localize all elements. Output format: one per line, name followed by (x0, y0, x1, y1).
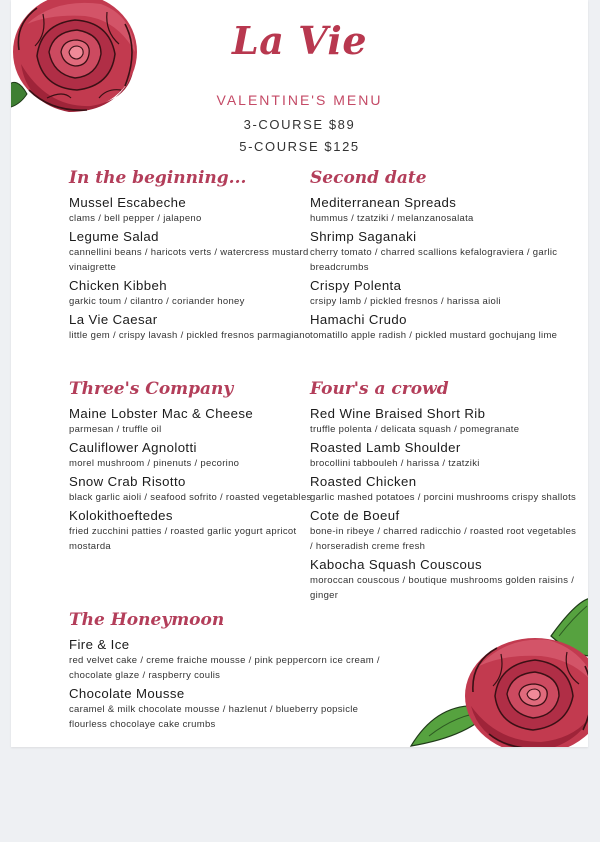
dish-description: crsipy lamb / pickled fresnos / harissa aioli (310, 296, 501, 307)
dish-name: Cauliflower Agnolotti (69, 440, 197, 455)
menu-item (69, 311, 339, 343)
menu-item (69, 507, 339, 554)
dish-name: Kolokithoeftedes (69, 508, 173, 523)
section-threes-company (69, 379, 339, 556)
rose-illustration-bottom-right (401, 596, 588, 747)
dish-description: parmesan / truffle oil (69, 424, 162, 435)
menu-item (310, 556, 580, 603)
dish-name: Roasted Chicken (310, 474, 417, 489)
menu-item (310, 405, 580, 437)
three-course-price: 3-COURSE $89 (243, 117, 356, 132)
restaurant-title: La Vie (232, 18, 367, 63)
five-course-price: 5-COURSE $125 (239, 139, 360, 154)
dish-name: Maine Lobster Mac & Cheese (69, 406, 254, 421)
dish-description: hummus / tzatziki / melanzanosalata (310, 213, 474, 224)
menu-item (69, 405, 339, 437)
dish-description: cherry tomato / charred scallions kefalograviera / garlic breadcrumbs (310, 247, 558, 273)
dish-description: truffle polenta / delicata squash / pomegranate (310, 424, 520, 435)
dish-description: clams / bell pepper / jalapeno (69, 213, 202, 224)
section-the-honeymoon (69, 610, 389, 734)
menu-item (69, 439, 339, 471)
section-second-date (310, 168, 580, 345)
dish-description: red velvet cake / creme fraiche mousse / pink peppercorn ice cream / chocolate glaze / raspberry coulis (69, 655, 380, 681)
menu-item (310, 473, 580, 505)
menu-item (310, 228, 580, 275)
menu-item (69, 473, 339, 505)
menu-item (69, 636, 389, 683)
menu-item (310, 507, 580, 554)
menu-item (69, 194, 339, 226)
dish-name: Fire & Ice (69, 637, 130, 652)
dish-name: Shrimp Saganaki (310, 229, 417, 244)
section-in-the-beginning (69, 168, 339, 345)
section-fours-a-crowd (310, 379, 580, 605)
menu-item (310, 277, 580, 309)
menu-item (69, 228, 339, 275)
dish-description: brocollini tabbouleh / harissa / tzatziki (310, 458, 480, 469)
dish-name: La Vie Caesar (69, 312, 158, 327)
dish-description: garlic mashed potatoes / porcini mushrooms crispy shallots (310, 492, 577, 503)
menu-page (11, 0, 588, 747)
dish-description: moroccan couscous / boutique mushrooms golden raisins / ginger (310, 575, 575, 601)
dish-description: morel mushroom / pinenuts / pecorino (69, 458, 240, 469)
section-heading: Three's Company (69, 379, 234, 399)
menu-item (69, 685, 389, 732)
dish-name: Roasted Lamb Shoulder (310, 440, 461, 455)
menu-subtitle: VALENTINE'S MENU (216, 92, 383, 108)
dish-name: Cote de Boeuf (310, 508, 400, 523)
menu-item (310, 439, 580, 471)
dish-description: cannellini beans / haricots verts / watercress mustard vinaigrette (69, 247, 309, 273)
dish-description: tomatillo apple radish / pickled mustard gochujang lime (310, 330, 558, 341)
dish-name: Mediterranean Spreads (310, 195, 457, 210)
section-heading: The Honeymoon (69, 610, 225, 630)
dish-description: black garlic aioli / seafood sofrito / roasted vegetables (69, 492, 312, 503)
dish-name: Kabocha Squash Couscous (310, 557, 482, 572)
menu-item (69, 277, 339, 309)
dish-description: bone-in ribeye / charred radicchio / roasted root vegetables / horseradish creme fresh (310, 526, 577, 552)
menu-item (310, 194, 580, 226)
dish-name: Mussel Escabeche (69, 195, 187, 210)
section-heading: Second date (310, 168, 427, 188)
dish-name: Red Wine Braised Short Rib (310, 406, 486, 421)
dish-name: Hamachi Crudo (310, 312, 407, 327)
section-heading: In the beginning... (69, 168, 247, 188)
dish-name: Snow Crab Risotto (69, 474, 186, 489)
section-heading: Four's a crowd (310, 379, 449, 399)
dish-description: garkic toum / cilantro / coriander honey (69, 296, 245, 307)
dish-description: little gem / crispy lavash / pickled fresnos parmagiano (69, 330, 311, 341)
dish-name: Legume Salad (69, 229, 159, 244)
dish-name: Crispy Polenta (310, 278, 402, 293)
dish-description: caramel & milk chocolate mousse / hazlenut / blueberry popsicle flourless chocolaye cake crumbs (69, 704, 359, 730)
dish-name: Chocolate Mousse (69, 686, 185, 701)
dish-name: Chicken Kibbeh (69, 278, 167, 293)
menu-item (310, 311, 580, 343)
dish-description: fried zucchini patties / roasted garlic yogurt apricot mostarda (69, 526, 297, 552)
